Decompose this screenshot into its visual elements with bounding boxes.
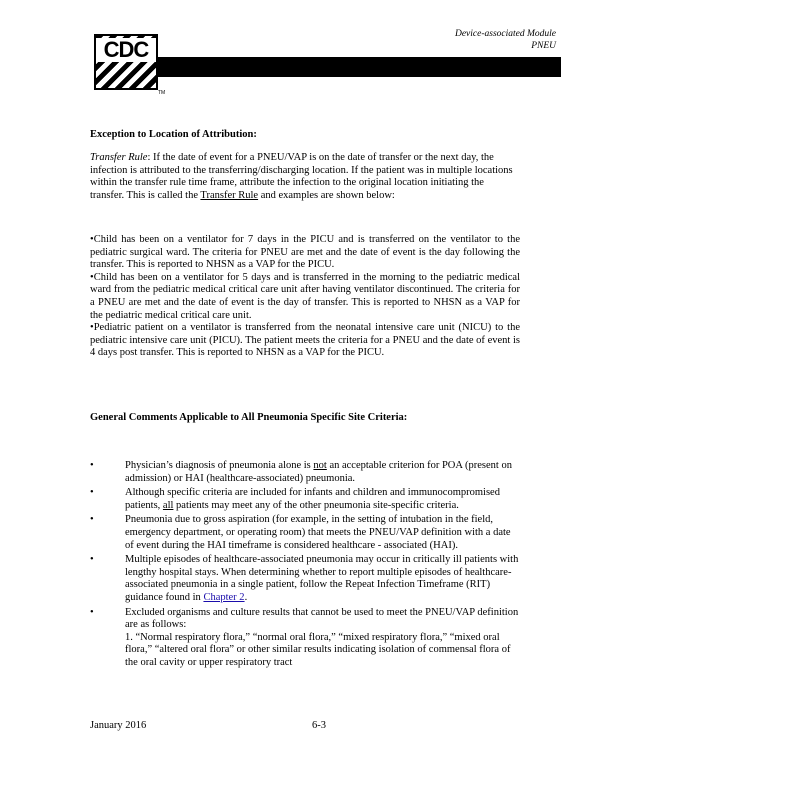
comment-text: Pneumonia due to gross aspiration (for example, in the setting of intubation in the field, emergency department, or operating room) that meets the PNEU/VAP definition with a date of event during the HAI timeframe is considered healthcare - associated (HAI). [125,514,511,551]
list-item [90,554,520,604]
chapter-2-link[interactable]: Chapter 2 [203,591,245,603]
list-item [90,514,520,552]
transfer-rule-label: Transfer Rule [90,152,148,163]
comment-text [125,607,520,670]
comment-text [125,554,520,604]
list-item: •Child has been on a ventilator for 5 days and is transferred in the morning to the pediatric medical ward from the pediatric medical critical care unit after having ventilator discontinued. The criteria for a PNEU are met and the date of event is the day of transfer. This is reported to NHSN as a VAP for the pediatric medical critical care unit. [90,271,520,321]
comment-text-part: Multiple episodes of healthcare-associated pneumonia may occur in critically ill patients with lengthy hospital stays. When determining whether to report multiple episodes of healthcare-associated pneumonia in a single patient, follow the Repeat Infection Timeframe (RIT) guidance found in [125,554,519,603]
list-item: •Child has been on a ventilator for 7 days in the PICU and is transferred on the ventilator to the pediatric surgical ward. The criteria for PNEU are met and the date of event is the day following the transfer. This is reported to NHSN as a VAP for the PICU. [90,234,520,271]
section-heading-exception: Exception to Location of Attribution: [90,129,257,140]
sub-item-text: 1. “Normal respiratory flora,” “normal oral flora,” “mixed respiratory flora,” “mixed oral flora,” “altered oral flora” or other similar results indicating isolation of commensal flora of the oral cavity or upper respiratory tract [125,631,511,668]
comment-text-part: Physician’s diagnosis of pneumonia alone is [125,460,314,471]
section-heading-general: General Comments Applicable to All Pneumonia Specific Site Criteria: [90,412,408,423]
transfer-rule-intro: : If the date of event for a PNEU/VAP is on the date of transfer or the next day, the infection is attributed to the transferring/discharging location. If the patient was in multiple locations within the transfer rule time frame, attribute the infection to the original location initiating the transfer. This is called the [90,152,513,201]
bullet-icon: • [90,460,94,471]
bullet-icon: • [90,606,94,618]
header-bar [156,57,561,77]
general-comments-list [90,460,520,672]
list-item: •Pediatric patient on a ventilator is transferred from the neonatal intensive care unit (NICU) to the pediatric intensive care unit (PICU). The patient meets the criteria for a PNEU and the date of event is 4 days post transfer. This is reported to NHSN as a VAP for the PICU. [90,322,520,359]
transfer-examples [90,234,520,360]
transfer-rule-term: Transfer Rule [200,189,259,201]
comment-text-part: Although specific criteria are included for infants and children and immunocompromised patients, [125,487,500,511]
emphasis-text: all [162,499,174,511]
page-number: 6-3 [312,720,326,731]
module-section: PNEU [531,41,556,51]
comment-text-part: patients may meet any of the other pneumonia site-specific criteria. [173,499,459,511]
bullet-icon: • [90,554,94,566]
list-item [90,460,520,485]
comment-text-part: . [244,591,248,603]
module-header [455,28,556,52]
comment-text [125,487,520,512]
list-item [90,607,520,670]
emphasis-text: not [313,460,327,471]
comment-text [125,460,520,485]
example-text: Child has been on a ventilator for 5 days and is transferred in the morning to the pediatric medical ward from the pediatric medical critical care unit after having ventilator discontinued. The criteria for a PNEU are met and the date of event is the day of transfer. This is reported to NHSN as a VAP for the pediatric medical critical care unit. [90,271,520,321]
cdc-logo [94,34,158,90]
comment-text-part: an acceptable criterion for POA (present on admission) or HAI (healthcare-associated) pneumonia. [125,460,512,484]
example-text: Child has been on a ventilator for 7 days in the PICU and is transferred on the ventilator to the pediatric surgical ward. The criteria for PNEU are met and the date of event is the day following the transfer. This is reported to NHSN as a VAP for the PICU. [90,234,520,271]
comment-text-part: Excluded organisms and culture results that cannot be used to meet the PNEU/VAP definition are as follows: [125,606,519,631]
trademark-mark: TM [158,90,166,96]
logo-text: CDC [96,38,156,62]
transfer-rule-intro-end: and examples are shown below: [258,189,395,201]
bullet-icon: • [90,487,94,499]
module-name: Device-associated Module [454,29,556,39]
bullet-icon: • [90,514,94,526]
example-text: Pediatric patient on a ventilator is transferred from the neonatal intensive care unit (NICU) to the pediatric intensive care unit (PICU). The patient meets the criteria for a PNEU and the date of event is 4 days post transfer. This is reported to NHSN as a VAP for the PICU. [90,322,520,359]
footer-date: January 2016 [90,720,147,731]
transfer-rule-paragraph [90,152,520,202]
list-item [90,487,520,512]
